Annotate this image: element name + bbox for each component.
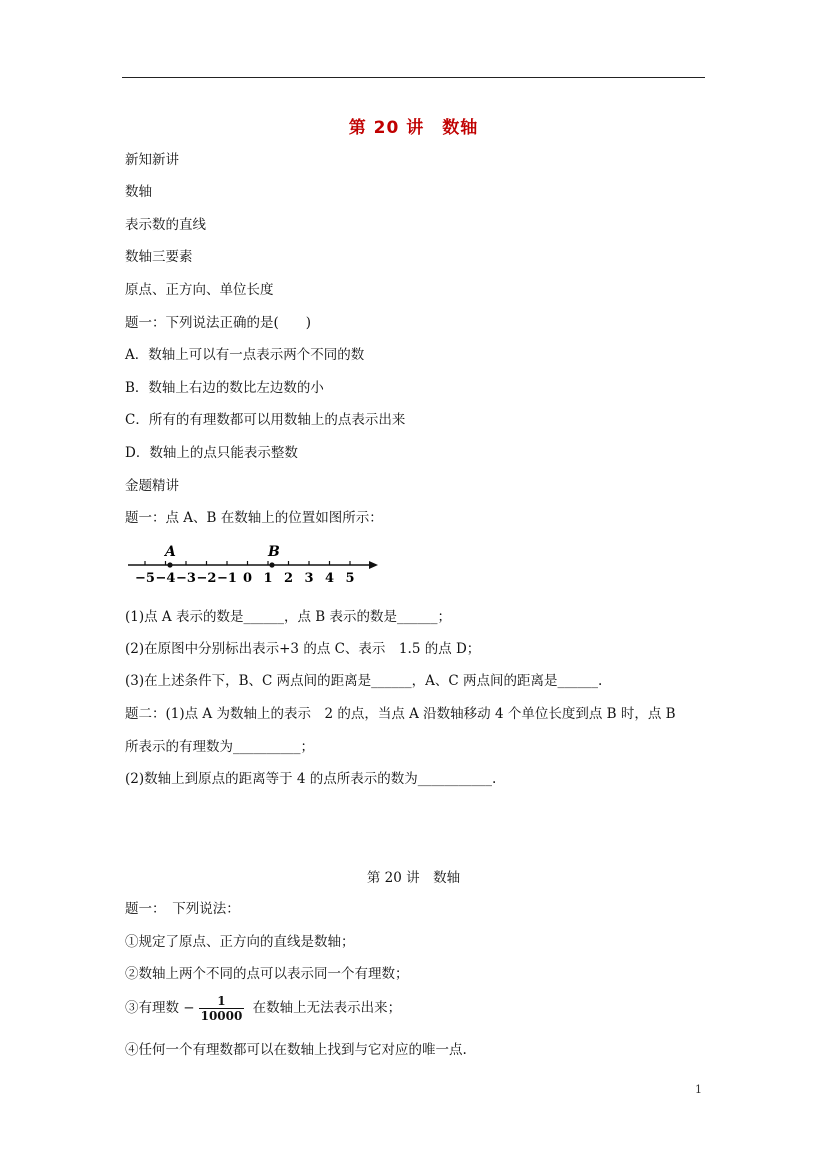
option-d: D．数轴上的点只能表示整数	[125, 445, 298, 461]
option-c: C．所有的有理数都可以用数轴上的点表示出来	[125, 412, 406, 428]
section-subtitle: 第 20 讲 数轴	[366, 870, 461, 886]
point-b-dot	[269, 562, 274, 567]
example-2-part-1: 题二：(1)点 A 为数轴上的表示 2 的点，当点 A 沿数轴移动 4 个单位长度到点 B 时，点 B	[125, 706, 676, 722]
header-rule	[122, 77, 705, 78]
fraction-denominator: 10000	[200, 1009, 243, 1023]
fraction	[199, 994, 245, 1023]
example-2-part-2: (2)数轴上到原点的距离等于 4 的点所表示的数为___________.	[125, 771, 497, 787]
section-heading-new-knowledge: 新知新讲	[125, 152, 179, 168]
number-line-tick-label: 1	[263, 571, 273, 586]
number-line-tick-label: −5	[135, 571, 155, 586]
section-heading-examples: 金题精讲	[125, 478, 179, 494]
statement-3	[125, 992, 401, 1024]
number-line-tick-label: −2	[196, 571, 217, 586]
option-b: B．数轴上右边的数比左边数的小	[125, 380, 324, 396]
point-a-label: A	[165, 544, 176, 560]
point-b-label: B	[268, 544, 280, 560]
statement-3-suffix: 在数轴上无法表示出来；	[248, 1000, 402, 1016]
number-line-tick-label: 3	[304, 571, 314, 586]
number-line-tick-label: 2	[283, 571, 294, 586]
number-line-arrow	[369, 561, 378, 569]
statement-1: ①规定了原点、正方向的直线是数轴；	[125, 934, 355, 950]
statement-4: ④任何一个有理数都可以在数轴上找到与它对应的唯一点.	[125, 1042, 467, 1058]
exercise-1-prompt: 题一： 下列说法：	[125, 901, 240, 917]
option-a: A．数轴上可以有一点表示两个不同的数	[125, 347, 365, 363]
example-1-prompt: 题一：点 A、B 在数轴上的位置如图所示：	[125, 510, 383, 526]
point-a-dot	[167, 562, 172, 567]
page-number: 1	[695, 1083, 702, 1096]
lesson-title: 第 20 讲 数轴	[348, 118, 479, 138]
number-line-figure	[122, 540, 382, 586]
example-1-part-3: (3)在上述条件下，B、C 两点间的距离是______，A、C 两点间的距离是______.	[125, 673, 603, 689]
statement-3-prefix: ③有理数 −	[125, 1000, 195, 1016]
concept-number-line: 数轴	[125, 184, 152, 200]
statement-2: ②数轴上两个不同的点可以表示同一个有理数；	[125, 966, 409, 982]
example-2-part-1-continued: 所表示的有理数为__________；	[125, 739, 314, 755]
number-line-tick-label: −1	[217, 571, 237, 586]
number-line-tick-label: 4	[324, 571, 335, 586]
number-line-tick-label: −4	[155, 571, 176, 586]
number-line-tick-label: 5	[345, 571, 355, 586]
concept-three-elements: 数轴三要素	[125, 249, 193, 265]
question-1-prompt: 题一：下列说法正确的是( )	[125, 315, 312, 331]
example-1-part-2: (2)在原图中分别标出表示+3 的点 C、表示 1.5 的点 D；	[125, 641, 481, 657]
example-1-part-1: (1)点 A 表示的数是______，点 B 表示的数是______；	[125, 609, 451, 625]
number-line-tick-label: −3	[176, 571, 196, 586]
number-line-tick-label: 0	[242, 571, 253, 586]
concept-elements-list: 原点、正方向、单位长度	[125, 282, 274, 298]
concept-definition: 表示数的直线	[125, 217, 206, 233]
fraction-numerator: 1	[199, 994, 245, 1009]
